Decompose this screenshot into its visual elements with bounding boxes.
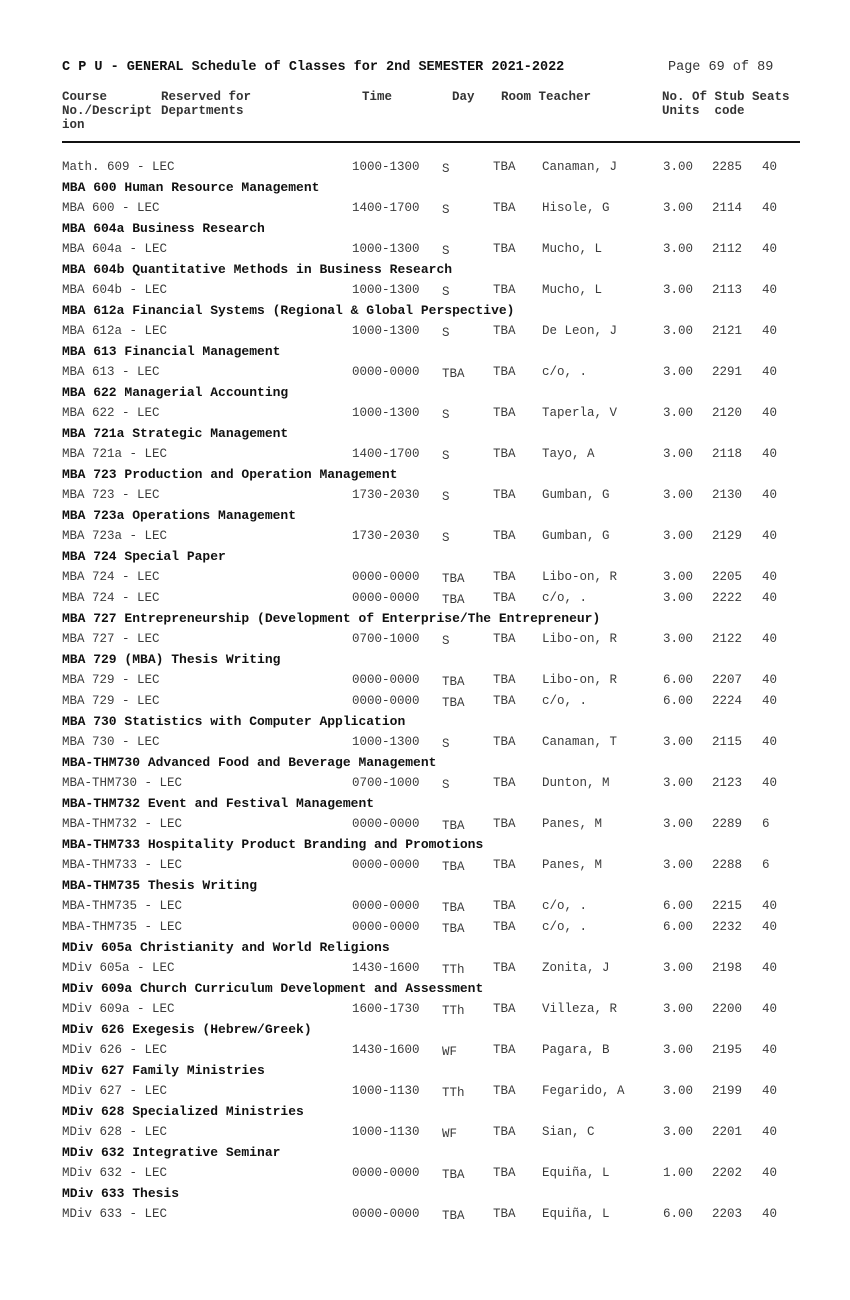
section-stub-code: 2207 — [712, 673, 743, 687]
course-title: MBA 612a Financial Systems (Regional & Global Perspective) — [62, 303, 515, 318]
column-header-course: Course No./Descript ion — [62, 90, 153, 132]
section-stub-code: 2121 — [712, 324, 743, 338]
section-units: 3.00 — [663, 858, 694, 872]
section-course: MBA 723 - LEC — [62, 488, 160, 502]
section-stub-code: 2199 — [712, 1084, 743, 1098]
section-course: Math. 609 - LEC — [62, 160, 175, 174]
section-course: MBA-THM730 - LEC — [62, 776, 183, 790]
section-units: 3.00 — [663, 406, 694, 420]
section-time: 1400-1700 — [352, 447, 420, 461]
section-time: 0000-0000 — [352, 1207, 420, 1221]
section-row — [0, 917, 850, 938]
section-day: S — [442, 490, 450, 504]
section-seats: 40 — [762, 920, 778, 934]
section-row — [0, 1122, 850, 1143]
section-teacher: Fegarido, A — [542, 1084, 625, 1098]
section-day: S — [442, 162, 450, 176]
section-teacher: Pagara, B — [542, 1043, 610, 1057]
section-teacher: c/o, . — [542, 591, 588, 605]
course-title: MBA 721a Strategic Management — [62, 426, 289, 441]
section-time: 0000-0000 — [352, 920, 420, 934]
section-room: TBA — [493, 1207, 516, 1221]
section-teacher: c/o, . — [542, 694, 588, 708]
section-row — [0, 855, 850, 876]
section-teacher: Libo-on, R — [542, 673, 618, 687]
section-course: MBA 724 - LEC — [62, 570, 160, 584]
section-course: MDiv 632 - LEC — [62, 1166, 168, 1180]
section-units: 3.00 — [663, 632, 694, 646]
section-stub-code: 2200 — [712, 1002, 743, 1016]
section-teacher: Mucho, L — [542, 283, 603, 297]
section-seats: 40 — [762, 324, 778, 338]
section-day: S — [442, 778, 450, 792]
section-room: TBA — [493, 570, 516, 584]
section-units: 3.00 — [663, 447, 694, 461]
section-room: TBA — [493, 899, 516, 913]
section-teacher: Libo-on, R — [542, 632, 618, 646]
section-time: 0000-0000 — [352, 591, 420, 605]
section-room: TBA — [493, 735, 516, 749]
section-teacher: c/o, . — [542, 899, 588, 913]
section-stub-code: 2123 — [712, 776, 743, 790]
section-room: TBA — [493, 1043, 516, 1057]
section-seats: 40 — [762, 529, 778, 543]
section-teacher: Zonita, J — [542, 961, 610, 975]
section-seats: 40 — [762, 447, 778, 461]
section-units: 6.00 — [663, 920, 694, 934]
section-units: 3.00 — [663, 1002, 694, 1016]
section-day: WF — [442, 1045, 458, 1059]
section-seats: 40 — [762, 1125, 778, 1139]
section-teacher: c/o, . — [542, 920, 588, 934]
section-row — [0, 814, 850, 835]
section-seats: 40 — [762, 673, 778, 687]
section-day: S — [442, 244, 450, 258]
section-units: 3.00 — [663, 776, 694, 790]
section-time: 0000-0000 — [352, 570, 420, 584]
section-units: 3.00 — [663, 160, 694, 174]
section-day: S — [442, 408, 450, 422]
column-header-seats: Seats — [752, 90, 790, 104]
column-header-units-stub: No. Of Stub Units code — [662, 90, 745, 118]
section-room: TBA — [493, 324, 516, 338]
section-room: TBA — [493, 160, 516, 174]
section-teacher: Villeza, R — [542, 1002, 618, 1016]
section-units: 6.00 — [663, 673, 694, 687]
section-row — [0, 691, 850, 712]
section-units: 3.00 — [663, 365, 694, 379]
section-time: 1730-2030 — [352, 529, 420, 543]
section-seats: 40 — [762, 694, 778, 708]
section-teacher: Taperla, V — [542, 406, 618, 420]
section-teacher: c/o, . — [542, 365, 588, 379]
section-day: S — [442, 285, 450, 299]
section-time: 0000-0000 — [352, 1166, 420, 1180]
section-seats: 40 — [762, 591, 778, 605]
section-course: MBA-THM732 - LEC — [62, 817, 183, 831]
course-title: MDiv 609a Church Curriculum Development and Assessment — [62, 981, 484, 996]
section-day: S — [442, 203, 450, 217]
section-row — [0, 444, 850, 465]
section-stub-code: 2112 — [712, 242, 743, 256]
section-row — [0, 1081, 850, 1102]
section-units: 3.00 — [663, 283, 694, 297]
section-seats: 40 — [762, 1207, 778, 1221]
section-row — [0, 629, 850, 650]
section-units: 3.00 — [663, 324, 694, 338]
section-row — [0, 157, 850, 178]
column-header-room-teacher: Room Teacher — [501, 90, 592, 104]
section-day: S — [442, 531, 450, 545]
section-course: MBA 604a - LEC — [62, 242, 168, 256]
section-day: S — [442, 634, 450, 648]
section-day: TBA — [442, 572, 465, 586]
section-units: 3.00 — [663, 529, 694, 543]
column-header-time: Time — [362, 90, 393, 104]
section-stub-code: 2113 — [712, 283, 743, 297]
section-seats: 40 — [762, 632, 778, 646]
section-seats: 40 — [762, 160, 778, 174]
section-time: 0000-0000 — [352, 673, 420, 687]
section-time: 1400-1700 — [352, 201, 420, 215]
section-day: TBA — [442, 675, 465, 689]
section-seats: 40 — [762, 1002, 778, 1016]
section-stub-code: 2115 — [712, 735, 743, 749]
section-time: 1000-1300 — [352, 735, 420, 749]
section-course: MBA 729 - LEC — [62, 694, 160, 708]
section-room: TBA — [493, 632, 516, 646]
section-teacher: Tayo, A — [542, 447, 595, 461]
section-course: MBA 600 - LEC — [62, 201, 160, 215]
section-units: 6.00 — [663, 1207, 694, 1221]
course-title: MDiv 633 Thesis — [62, 1186, 180, 1201]
section-row — [0, 588, 850, 609]
section-teacher: De Leon, J — [542, 324, 618, 338]
section-row — [0, 485, 850, 506]
section-stub-code: 2120 — [712, 406, 743, 420]
section-units: 6.00 — [663, 694, 694, 708]
section-units: 6.00 — [663, 899, 694, 913]
section-row — [0, 1163, 850, 1184]
section-seats: 40 — [762, 1166, 778, 1180]
section-units: 3.00 — [663, 1125, 694, 1139]
section-teacher: Hisole, G — [542, 201, 610, 215]
section-day: TTh — [442, 963, 465, 977]
section-time: 1000-1300 — [352, 406, 420, 420]
section-seats: 40 — [762, 961, 778, 975]
section-course: MBA-THM733 - LEC — [62, 858, 183, 872]
section-stub-code: 2289 — [712, 817, 743, 831]
section-room: TBA — [493, 529, 516, 543]
course-title: MBA-THM735 Thesis Writing — [62, 878, 258, 893]
course-title: MBA 604a Business Research — [62, 221, 265, 236]
section-stub-code: 2201 — [712, 1125, 743, 1139]
section-time: 1000-1300 — [352, 160, 420, 174]
section-course: MDiv 627 - LEC — [62, 1084, 168, 1098]
section-seats: 40 — [762, 283, 778, 297]
section-row — [0, 239, 850, 260]
section-seats: 40 — [762, 488, 778, 502]
course-title: MBA 724 Special Paper — [62, 549, 226, 564]
section-teacher: Panes, M — [542, 858, 603, 872]
section-teacher: Mucho, L — [542, 242, 603, 256]
section-row — [0, 1204, 850, 1225]
section-seats: 6 — [762, 858, 770, 872]
section-stub-code: 2222 — [712, 591, 743, 605]
section-course: MBA 730 - LEC — [62, 735, 160, 749]
course-title: MBA 723 Production and Operation Management — [62, 467, 398, 482]
section-course: MDiv 605a - LEC — [62, 961, 175, 975]
section-time: 1000-1130 — [352, 1084, 420, 1098]
section-row — [0, 321, 850, 342]
section-stub-code: 2288 — [712, 858, 743, 872]
section-stub-code: 2291 — [712, 365, 743, 379]
section-room: TBA — [493, 961, 516, 975]
section-seats: 40 — [762, 899, 778, 913]
section-units: 3.00 — [663, 591, 694, 605]
section-day: S — [442, 326, 450, 340]
section-course: MBA 729 - LEC — [62, 673, 160, 687]
section-room: TBA — [493, 817, 516, 831]
section-room: TBA — [493, 365, 516, 379]
section-teacher: Sian, C — [542, 1125, 595, 1139]
section-course: MDiv 609a - LEC — [62, 1002, 175, 1016]
section-teacher: Canaman, J — [542, 160, 618, 174]
section-seats: 40 — [762, 242, 778, 256]
column-header-reserved: Reserved for Departments — [161, 90, 252, 118]
section-units: 3.00 — [663, 735, 694, 749]
section-teacher: Gumban, G — [542, 529, 610, 543]
section-row — [0, 526, 850, 547]
section-units: 3.00 — [663, 488, 694, 502]
section-units: 3.00 — [663, 1084, 694, 1098]
section-room: TBA — [493, 1002, 516, 1016]
course-title: MBA 723a Operations Management — [62, 508, 297, 523]
section-row — [0, 198, 850, 219]
section-teacher: Equiña, L — [542, 1207, 610, 1221]
section-day: TBA — [442, 901, 465, 915]
section-teacher: Panes, M — [542, 817, 603, 831]
section-units: 3.00 — [663, 817, 694, 831]
section-stub-code: 2114 — [712, 201, 743, 215]
section-row — [0, 403, 850, 424]
section-units: 3.00 — [663, 1043, 694, 1057]
section-units: 3.00 — [663, 570, 694, 584]
section-day: TTh — [442, 1086, 465, 1100]
section-day: S — [442, 737, 450, 751]
section-room: TBA — [493, 673, 516, 687]
section-course: MDiv 633 - LEC — [62, 1207, 168, 1221]
section-room: TBA — [493, 201, 516, 215]
section-teacher: Libo-on, R — [542, 570, 618, 584]
section-day: TBA — [442, 1168, 465, 1182]
section-units: 3.00 — [663, 201, 694, 215]
section-time: 0700-1000 — [352, 776, 420, 790]
section-room: TBA — [493, 488, 516, 502]
section-time: 0000-0000 — [352, 858, 420, 872]
section-day: TBA — [442, 1209, 465, 1223]
section-course: MBA-THM735 - LEC — [62, 899, 183, 913]
section-row — [0, 670, 850, 691]
course-title: MBA 730 Statistics with Computer Application — [62, 714, 406, 729]
section-seats: 40 — [762, 406, 778, 420]
header-divider — [62, 141, 800, 143]
section-course: MBA 723a - LEC — [62, 529, 168, 543]
section-stub-code: 2202 — [712, 1166, 743, 1180]
section-row — [0, 362, 850, 383]
section-room: TBA — [493, 406, 516, 420]
section-time: 1000-1130 — [352, 1125, 420, 1139]
column-header-day: Day — [452, 90, 475, 104]
section-stub-code: 2198 — [712, 961, 743, 975]
section-time: 0000-0000 — [352, 365, 420, 379]
course-title: MBA-THM733 Hospitality Product Branding and Promotions — [62, 837, 484, 852]
section-teacher: Gumban, G — [542, 488, 610, 502]
section-room: TBA — [493, 858, 516, 872]
section-stub-code: 2285 — [712, 160, 743, 174]
section-time: 1730-2030 — [352, 488, 420, 502]
section-teacher: Equiña, L — [542, 1166, 610, 1180]
section-row — [0, 1040, 850, 1061]
section-course: MBA 613 - LEC — [62, 365, 160, 379]
section-room: TBA — [493, 447, 516, 461]
section-stub-code: 2205 — [712, 570, 743, 584]
course-title: MDiv 632 Integrative Seminar — [62, 1145, 281, 1160]
section-room: TBA — [493, 591, 516, 605]
section-stub-code: 2129 — [712, 529, 743, 543]
course-title: MBA-THM730 Advanced Food and Beverage Management — [62, 755, 437, 770]
section-seats: 6 — [762, 817, 770, 831]
course-title: MDiv 626 Exegesis (Hebrew/Greek) — [62, 1022, 312, 1037]
page-title: C P U - GENERAL Schedule of Classes for 2nd SEMESTER 2021-2022 — [62, 60, 565, 75]
section-room: TBA — [493, 1084, 516, 1098]
section-teacher: Dunton, M — [542, 776, 610, 790]
section-time: 1430-1600 — [352, 961, 420, 975]
section-row — [0, 958, 850, 979]
section-time: 1000-1300 — [352, 283, 420, 297]
section-stub-code: 2215 — [712, 899, 743, 913]
section-course: MBA 612a - LEC — [62, 324, 168, 338]
section-stub-code: 2203 — [712, 1207, 743, 1221]
section-room: TBA — [493, 283, 516, 297]
page-number: Page 69 of 89 — [668, 60, 774, 75]
section-course: MDiv 628 - LEC — [62, 1125, 168, 1139]
course-title: MBA 729 (MBA) Thesis Writing — [62, 652, 281, 667]
section-room: TBA — [493, 694, 516, 708]
course-title: MBA 622 Managerial Accounting — [62, 385, 289, 400]
section-row — [0, 732, 850, 753]
section-room: TBA — [493, 776, 516, 790]
section-course: MBA-THM735 - LEC — [62, 920, 183, 934]
section-course: MBA 724 - LEC — [62, 591, 160, 605]
section-row — [0, 999, 850, 1020]
section-seats: 40 — [762, 776, 778, 790]
section-room: TBA — [493, 242, 516, 256]
section-room: TBA — [493, 1166, 516, 1180]
section-row — [0, 567, 850, 588]
section-row — [0, 896, 850, 917]
section-row — [0, 280, 850, 301]
section-course: MBA 721a - LEC — [62, 447, 168, 461]
section-day: TBA — [442, 593, 465, 607]
section-course: MBA 604b - LEC — [62, 283, 168, 297]
section-seats: 40 — [762, 1043, 778, 1057]
section-stub-code: 2122 — [712, 632, 743, 646]
section-day: TBA — [442, 860, 465, 874]
section-day: TBA — [442, 819, 465, 833]
section-units: 3.00 — [663, 242, 694, 256]
section-time: 0000-0000 — [352, 694, 420, 708]
course-title: MDiv 605a Christianity and World Religions — [62, 940, 390, 955]
section-room: TBA — [493, 920, 516, 934]
section-course: MDiv 626 - LEC — [62, 1043, 168, 1057]
section-time: 0000-0000 — [352, 899, 420, 913]
section-course: MBA 727 - LEC — [62, 632, 160, 646]
section-row — [0, 773, 850, 794]
section-seats: 40 — [762, 365, 778, 379]
section-seats: 40 — [762, 201, 778, 215]
section-stub-code: 2195 — [712, 1043, 743, 1057]
course-title: MBA-THM732 Event and Festival Management — [62, 796, 375, 811]
section-seats: 40 — [762, 570, 778, 584]
course-title: MBA 727 Entrepreneurship (Development of Enterprise/The Entrepreneur) — [62, 611, 601, 626]
section-day: TBA — [442, 367, 465, 381]
section-time: 1000-1300 — [352, 242, 420, 256]
section-stub-code: 2232 — [712, 920, 743, 934]
section-course: MBA 622 - LEC — [62, 406, 160, 420]
schedule-rows — [0, 157, 850, 1225]
section-time: 1000-1300 — [352, 324, 420, 338]
section-stub-code: 2224 — [712, 694, 743, 708]
section-day: WF — [442, 1127, 458, 1141]
section-units: 3.00 — [663, 961, 694, 975]
section-units: 1.00 — [663, 1166, 694, 1180]
section-stub-code: 2130 — [712, 488, 743, 502]
course-title: MBA 613 Financial Management — [62, 344, 281, 359]
section-day: TTh — [442, 1004, 465, 1018]
section-day: S — [442, 449, 450, 463]
section-day: TBA — [442, 922, 465, 936]
course-title: MDiv 627 Family Ministries — [62, 1063, 265, 1078]
section-room: TBA — [493, 1125, 516, 1139]
course-title: MBA 604b Quantitative Methods in Business Research — [62, 262, 453, 277]
course-title: MBA 600 Human Resource Management — [62, 180, 320, 195]
section-teacher: Canaman, T — [542, 735, 618, 749]
section-day: TBA — [442, 696, 465, 710]
section-time: 1430-1600 — [352, 1043, 420, 1057]
section-stub-code: 2118 — [712, 447, 743, 461]
section-seats: 40 — [762, 1084, 778, 1098]
section-seats: 40 — [762, 735, 778, 749]
course-title: MDiv 628 Specialized Ministries — [62, 1104, 304, 1119]
section-time: 1600-1730 — [352, 1002, 420, 1016]
section-time: 0000-0000 — [352, 817, 420, 831]
section-time: 0700-1000 — [352, 632, 420, 646]
